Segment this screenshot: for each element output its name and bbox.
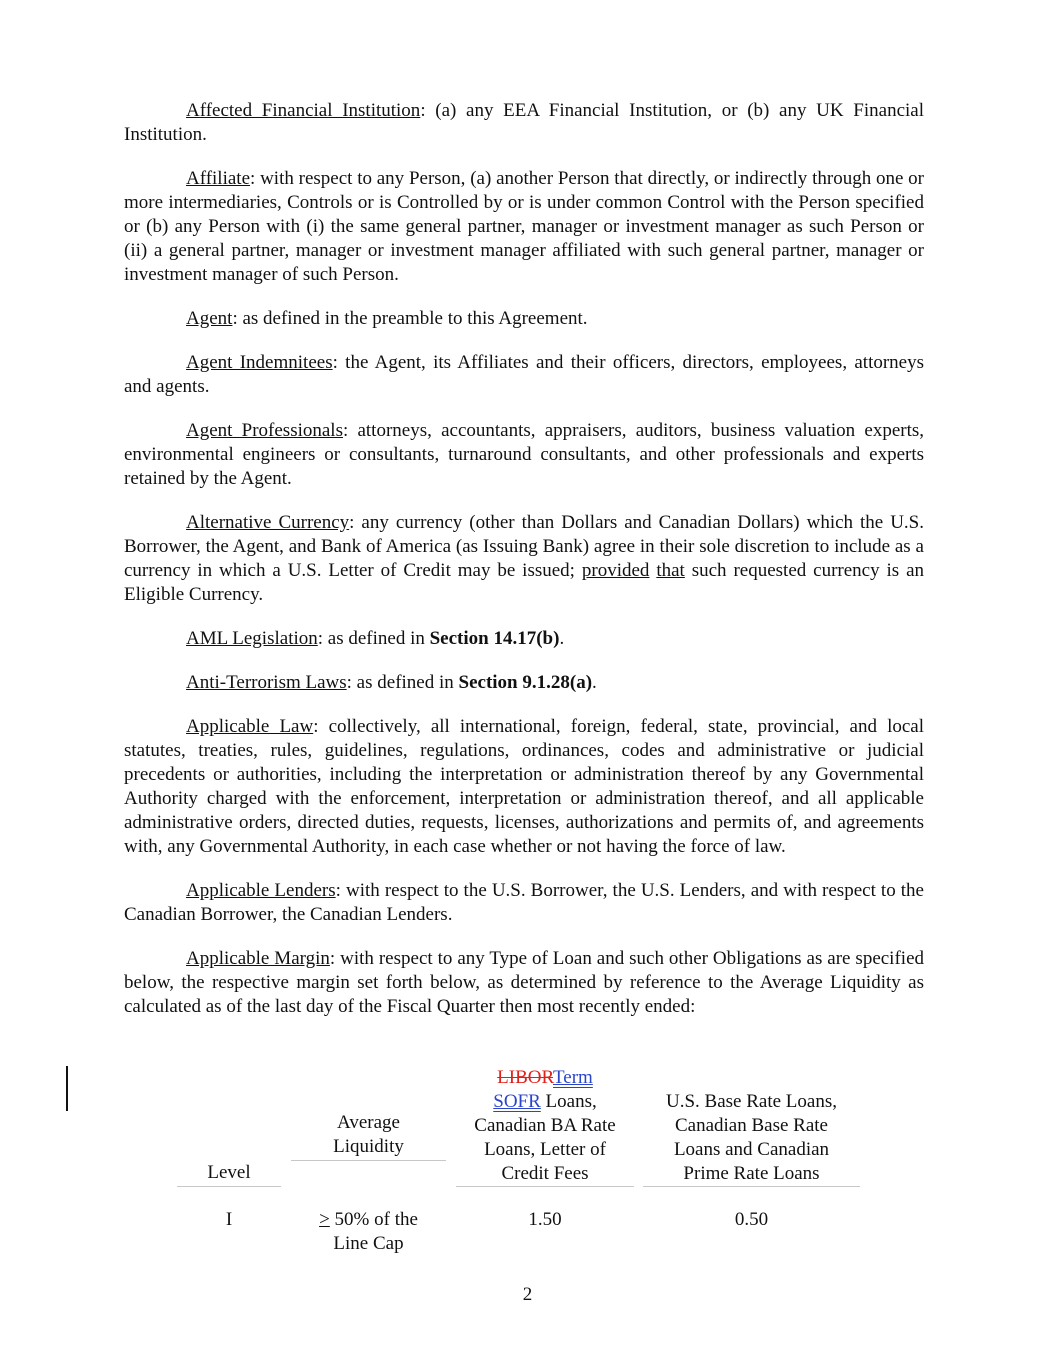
defined-term: Agent [186, 308, 233, 329]
defined-term: Applicable Margin [186, 948, 330, 969]
inserted-text: SOFR [493, 1091, 541, 1112]
section-reference: Section 14.17(b) [429, 628, 560, 649]
section-reference: Section 9.1.28(a) [458, 672, 593, 693]
definition-applicable-margin: Applicable Margin: with respect to any Type of Loan and such other Obligations as are specified below, the respective margin set forth below, as determined by reference to the Average Liquidity as calculated as of the last day of the Fiscal Quarter then most recently ended: [124, 948, 924, 1017]
header-col3-line2: SOFR Loans, [493, 1091, 597, 1112]
header-col4-line2: Canadian Base Rate [674, 1115, 828, 1136]
header-rule [177, 1186, 281, 1187]
defined-term: Anti-Terrorism Laws [186, 672, 347, 693]
header-col4-line3: Loans and Canadian [673, 1139, 830, 1160]
defined-term: Agent Professionals [186, 420, 343, 441]
header-liquidity-line2: Liquidity [333, 1136, 404, 1157]
definition-affected-financial-institution: Affected Financial Institution: (a) any EEA Financial Institution, or (b) any UK Financial Institution. [124, 100, 924, 145]
inserted-text: Term [553, 1067, 593, 1088]
definition-agent-professionals: Agent Professionals: attorneys, accountants, appraisers, auditors, business valuation experts, environmental engineers or consultants, turnaround consultants, and other professionals and experts retained by the Agent. [124, 420, 925, 489]
defined-term: Applicable Law [186, 716, 314, 737]
defined-term: Applicable Lenders [186, 880, 336, 901]
header-level: Level [207, 1162, 251, 1183]
provided-term: provided [581, 560, 650, 581]
header-liquidity-line1: Average [337, 1112, 400, 1133]
greater-equal-symbol: > [319, 1209, 330, 1230]
that-term: that [656, 560, 685, 581]
definition-applicable-law: Applicable Law: collectively, all international, foreign, federal, state, provincial, and local statutes, treaties, rules, guidelines, regulations, ordinances, codes and administrative or judicial precedents or authorities, including the interpretation or administration thereof by any Governmental Authority charged with the enforcement, interpretation or administration thereof, and all applicable administrative orders, directed duties, requests, licenses, authorizations and permits of, and agreements with, any Governmental Authority, in each case whether or not having the force of law. [124, 716, 924, 857]
definition-applicable-lenders: Applicable Lenders: with respect to the U.S. Borrower, the U.S. Lenders, and with respect to the Canadian Borrower, the Canadian Lenders. [124, 880, 924, 925]
header-rule [456, 1186, 634, 1187]
defined-term: Alternative Currency [186, 512, 350, 533]
defined-term: Affiliate [186, 168, 251, 189]
definition-agent: Agent: as defined in the preamble to this Agreement. [186, 308, 588, 329]
header-col4-line1: U.S. Base Rate Loans, [666, 1091, 837, 1112]
definition-alternative-currency: Alternative Currency: any currency (other than Dollars and Canadian Dollars) which the U.S. Borrower, the Agent, and Bank of America (as Issuing Bank) agree in their sole discretion to include as a currency in which a U.S. Letter of Credit may be issued; provided that such requested currency is an Eligible Currency. [124, 512, 925, 605]
header-rule [291, 1160, 446, 1161]
definition-anti-terrorism-laws: Anti-Terrorism Laws: as defined in Section 9.1.28(a). [186, 672, 597, 693]
page-number: 2 [522, 1284, 533, 1305]
document-body [124, 99, 924, 1039]
header-col3-line5: Credit Fees [501, 1163, 589, 1184]
definition-aml-legislation: AML Legislation: as defined in Section 14.17(b). [186, 628, 565, 649]
header-col3-line3: Canadian BA Rate [474, 1115, 616, 1136]
defined-term: Agent Indemnitees [186, 352, 333, 373]
header-col4-line4: Prime Rate Loans [683, 1163, 820, 1184]
definition-agent-indemnitees: Agent Indemnitees: the Agent, its Affiliates and their officers, directors, employees, attorneys and agents. [124, 352, 925, 397]
row-liquidity-line1: > 50% of the [319, 1209, 418, 1230]
row-col4-value: 0.50 [734, 1209, 769, 1230]
row-liquidity-line2: Line Cap [333, 1233, 404, 1254]
deleted-text: LIBOR [497, 1067, 554, 1088]
definition-affiliate: Affiliate: with respect to any Person, (a) another Person that directly, or indirectly through one or more intermediaries, Controls or is Controlled by or is under common Control with the Person specified or (b) any Person with (i) the same general partner, manager or investment manager as such Person or (ii) a general partner, manager or investment manager affiliated with such general partner, manager or investment manager of such Person. [124, 168, 924, 285]
row-level: I [225, 1209, 233, 1230]
defined-term: Affected Financial Institution [186, 100, 421, 121]
row-col3-value: 1.50 [528, 1209, 562, 1230]
defined-term: AML Legislation [186, 628, 318, 649]
header-col3-line1 [456, 1066, 634, 1090]
change-bar [66, 1066, 68, 1111]
header-col3-line4: Loans, Letter of [484, 1139, 606, 1160]
header-rule [643, 1186, 860, 1187]
